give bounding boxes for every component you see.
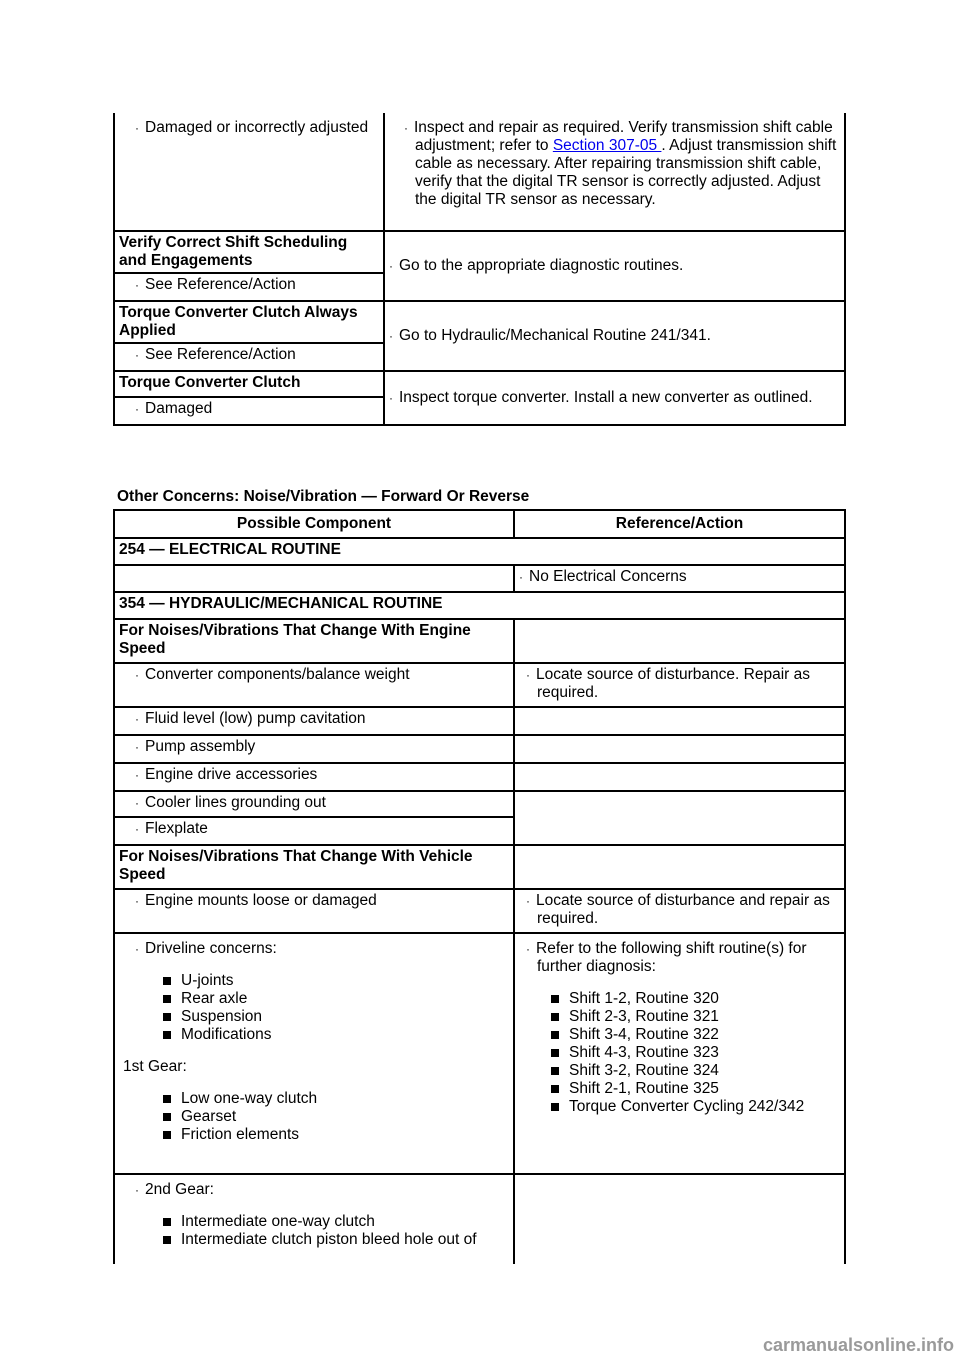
- table-cell: · Refer to the following shift routine(s) for further diagnosis: Shift 1-2, Routine 320 Shift 2-3, Routine 321 Shift 3-4, Routine 322 Shift 4-3, Routine 323 Shift 3-2, Routine 324 Shift 2-1, Routine 325 Torque Converter Cycling 242/342: [514, 933, 845, 1174]
- component-item: Engine mounts loose or damaged: [145, 892, 377, 909]
- list-item: Shift 2-3, Routine 321: [551, 1008, 840, 1026]
- action-text: No Electrical Concerns: [529, 568, 687, 585]
- section-heading: 354 — HYDRAULIC/MECHANICAL ROUTINE: [114, 592, 845, 619]
- list-item: Shift 1-2, Routine 320: [551, 990, 840, 1008]
- gear-label: 1st Gear:: [123, 1058, 187, 1075]
- component-item: Fluid level (low) pump cavitation: [145, 710, 366, 727]
- driveline-list: [119, 972, 509, 1044]
- table-cell: · Locate source of disturbance. Repair as required.: [514, 663, 845, 707]
- component-item: See Reference/Action: [145, 276, 296, 293]
- component-item: Flexplate: [145, 820, 208, 837]
- action-cell: · Go to the appropriate diagnostic routines.: [384, 231, 845, 301]
- table-row: · Cooler lines grounding out: [114, 791, 514, 817]
- table-cell: · Locate source of disturbance and repair as required.: [514, 889, 845, 933]
- list-item: Torque Converter Cycling 242/342: [551, 1098, 840, 1116]
- table-row: · Flexplate: [114, 817, 514, 845]
- table-cell: [514, 763, 845, 791]
- list-item: Gearset: [163, 1108, 509, 1126]
- list-item: Shift 2-1, Routine 325: [551, 1080, 840, 1098]
- table-cell: [514, 735, 845, 763]
- table-row: · Engine mounts loose or damaged: [114, 889, 514, 933]
- action-text: Go to the appropriate diagnostic routines.: [399, 257, 684, 274]
- component-item: Pump assembly: [145, 738, 256, 755]
- action-text: Inspect and repair as required. Verify transmission shift cable adjustment; refer to: [414, 119, 833, 154]
- section-link[interactable]: Section 307-05: [552, 137, 662, 154]
- table-cell: [114, 565, 514, 592]
- shift-routine-list: [519, 990, 840, 1116]
- top-diagnostic-table: [113, 113, 846, 426]
- list-item: Intermediate clutch piston bleed hole out of: [163, 1231, 509, 1249]
- column-header: Possible Component: [114, 510, 514, 538]
- table-cell: [514, 845, 845, 889]
- list-item: Shift 4-3, Routine 323: [551, 1044, 840, 1062]
- action-text: Refer to the following shift routine(s) for further diagnosis:: [536, 940, 807, 975]
- first-gear-list: [119, 1090, 509, 1144]
- table-cell: · See Reference/Action: [114, 273, 384, 301]
- action-cell: · Go to Hydraulic/Mechanical Routine 241/341.: [384, 301, 845, 371]
- component-item: Driveline concerns:: [145, 940, 277, 957]
- action-cell: · Inspect torque converter. Install a new converter as outlined.: [384, 371, 845, 425]
- table-cell: [514, 1174, 845, 1264]
- component-item: Cooler lines grounding out: [145, 794, 326, 811]
- list-item: Rear axle: [163, 990, 509, 1008]
- section-heading: 254 — ELECTRICAL ROUTINE: [114, 538, 845, 565]
- watermark: carmanualsonline.info: [762, 1335, 954, 1355]
- noise-vibration-table: [113, 509, 846, 1264]
- list-item: Low one-way clutch: [163, 1090, 509, 1108]
- list-item: Suspension: [163, 1008, 509, 1026]
- table-cell: · Inspect and repair as required. Verify transmission shift cable adjustment; refer to Section 307-05 . Adjust transmission shift cable as necessary. After repairing transmission shift cable, verify that the digital TR sensor is correctly adjusted. Adjust the digital TR sensor as necessary.: [384, 113, 845, 231]
- component-item: 2nd Gear:: [145, 1181, 214, 1198]
- table-cell: · See Reference/Action: [114, 343, 384, 371]
- table-row: · Driveline concerns: U-joints Rear axle Suspension Modifications 1st Gear: Low one-way clutch Gearset Friction elements: [114, 933, 514, 1174]
- column-header: Reference/Action: [514, 510, 845, 538]
- table-cell: · Damaged: [114, 397, 384, 425]
- table-cell: [514, 707, 845, 735]
- list-item: U-joints: [163, 972, 509, 990]
- component-item: Converter components/balance weight: [145, 666, 410, 683]
- group-heading: Torque Converter Clutch Always Applied: [114, 301, 384, 343]
- list-item: Friction elements: [163, 1126, 509, 1144]
- component-item: Damaged: [145, 400, 213, 417]
- table-row: · Engine drive accessories: [114, 763, 514, 791]
- component-item: Engine drive accessories: [145, 766, 318, 783]
- action-text: Go to Hydraulic/Mechanical Routine 241/341.: [399, 327, 711, 344]
- group-heading: Torque Converter Clutch: [114, 371, 384, 397]
- table-row: · Pump assembly: [114, 735, 514, 763]
- group-heading: For Noises/Vibrations That Change With Engine Speed: [114, 619, 514, 663]
- action-text: Inspect torque converter. Install a new converter as outlined.: [399, 389, 813, 406]
- table-row: · Converter components/balance weight: [114, 663, 514, 707]
- table-cell: · No Electrical Concerns: [514, 565, 845, 592]
- table-cell: · Damaged or incorrectly adjusted: [114, 113, 384, 231]
- list-item: Modifications: [163, 1026, 509, 1044]
- component-item: See Reference/Action: [145, 346, 296, 363]
- list-item: Shift 3-4, Routine 322: [551, 1026, 840, 1044]
- group-heading: Verify Correct Shift Scheduling and Engagements: [114, 231, 384, 273]
- component-item: Damaged or incorrectly adjusted: [145, 119, 369, 136]
- action-text: Locate source of disturbance and repair as required.: [536, 892, 830, 927]
- table-row: · 2nd Gear: Intermediate one-way clutch Intermediate clutch piston bleed hole out of: [114, 1174, 514, 1264]
- list-item: Shift 3-2, Routine 324: [551, 1062, 840, 1080]
- table-caption: Other Concerns: Noise/Vibration — Forward Or Reverse: [117, 488, 530, 505]
- action-text-cont: . Adjust transmission shift cable as necessary. After repairing transmission shift cable, verify that the digital TR sensor is correctly adjusted. Adjust the digital TR sensor as necessary.: [415, 137, 837, 208]
- table-cell: [514, 791, 845, 845]
- group-heading: For Noises/Vibrations That Change With Vehicle Speed: [114, 845, 514, 889]
- action-text: Locate source of disturbance. Repair as required.: [536, 666, 810, 701]
- second-gear-list: [119, 1213, 509, 1249]
- table-cell: [514, 619, 845, 663]
- table-row: · Fluid level (low) pump cavitation: [114, 707, 514, 735]
- list-item: Intermediate one-way clutch: [163, 1213, 509, 1231]
